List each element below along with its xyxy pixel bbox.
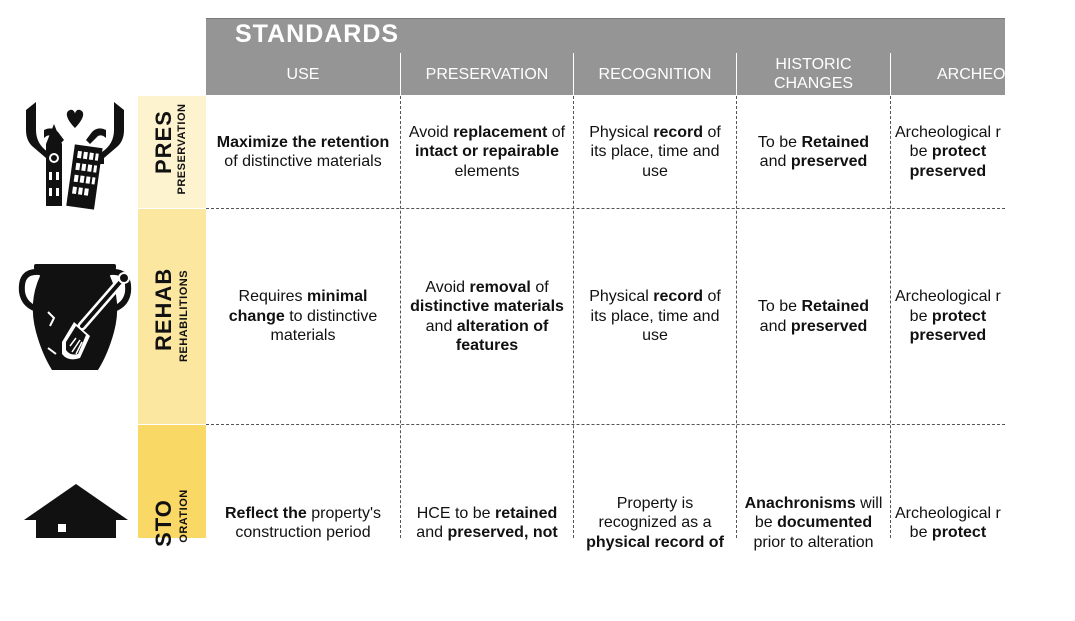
cell-text: protect xyxy=(931,307,987,325)
cell-text: replacement xyxy=(453,123,548,141)
cell-archeological xyxy=(891,96,1005,208)
cell-text: Archeological r xyxy=(895,504,1001,522)
cell-line xyxy=(895,326,1001,346)
cell-text: will xyxy=(855,494,883,512)
cell-line xyxy=(895,123,1001,143)
cell-preservation xyxy=(401,425,573,621)
cell-line xyxy=(410,317,564,337)
cell-use xyxy=(206,96,400,208)
cell-text: Property is xyxy=(616,494,694,512)
cell-text: Reflect the xyxy=(225,504,307,522)
row-band-rehab xyxy=(138,209,206,424)
cell-text: Retained xyxy=(801,133,870,151)
cell-text: Maximize the retention xyxy=(216,133,390,151)
cell-text: property's xyxy=(306,504,381,522)
cell-text: Avoid xyxy=(425,278,470,296)
cell-text: prior to alteration xyxy=(753,533,874,551)
cell-line xyxy=(410,336,564,356)
cell-text: Physical xyxy=(589,123,654,141)
cell-text: and xyxy=(759,317,791,335)
cell-text: use xyxy=(642,162,668,180)
cell-line xyxy=(589,307,721,327)
row-band-restoration xyxy=(138,425,206,547)
cell-line xyxy=(586,533,724,553)
cell-recognition xyxy=(574,209,736,424)
house-icon xyxy=(24,484,128,538)
cell-recognition xyxy=(574,96,736,208)
cell-line xyxy=(409,123,565,143)
row-name-preservation: PRESERVATION xyxy=(176,103,188,195)
cell-text: be xyxy=(754,514,778,532)
cell-text: Avoid xyxy=(408,123,454,141)
cell-use xyxy=(206,425,400,621)
cell-text: To be xyxy=(757,298,802,315)
cell-line xyxy=(586,513,724,533)
cell-line xyxy=(409,142,565,162)
cell-line xyxy=(758,297,869,317)
cell-line xyxy=(589,142,721,162)
cell-text: be xyxy=(909,524,932,541)
cell-text: its place, time and xyxy=(590,143,720,161)
cell-text: alteration of xyxy=(456,317,549,335)
cell-text: Archeological r xyxy=(895,123,1001,141)
cell-text: change xyxy=(228,307,285,325)
cell-text: preserved xyxy=(909,327,987,345)
cell-historic-changes xyxy=(737,425,890,621)
page-title: STANDARDS xyxy=(235,20,400,48)
hands-landmarks-icon xyxy=(22,100,128,208)
cell-line xyxy=(895,287,1001,307)
cell-text: retained xyxy=(495,504,558,522)
cell-text: preserved xyxy=(909,162,987,180)
row-name-rehab: REHABILITIONS xyxy=(178,269,190,363)
column-header-preservation: PRESERVATION xyxy=(401,53,574,95)
cell-text: its place, time and xyxy=(590,307,720,325)
cell-archeological xyxy=(891,425,1005,621)
cell-text: elements xyxy=(454,162,520,180)
cell-line xyxy=(409,162,565,182)
cell-line xyxy=(217,133,389,153)
cell-line xyxy=(589,287,721,307)
cell-line xyxy=(895,162,1001,182)
cell-archeological xyxy=(891,209,1005,424)
cell-text: of xyxy=(530,278,549,296)
cell-text: recognized as a xyxy=(598,514,712,532)
cell-line xyxy=(589,162,721,182)
cell-text: and xyxy=(425,317,457,335)
column-header-archeological: ARCHEOLOGICAL xyxy=(891,53,1005,95)
row-abbr-rehab: REHAB xyxy=(151,267,176,351)
column-header-use: USE xyxy=(206,53,401,95)
cell-line xyxy=(586,494,724,514)
cell-text: and xyxy=(759,153,791,170)
cell-line xyxy=(895,142,1001,162)
cell-line xyxy=(745,533,883,553)
cell-line xyxy=(895,307,1001,327)
cell-text: HCE to be xyxy=(416,504,495,522)
cell-line xyxy=(416,504,557,524)
cell-text: protect xyxy=(931,524,987,541)
cell-line xyxy=(758,133,869,153)
cell-line xyxy=(745,494,883,514)
row-abbr-sto: STO xyxy=(151,499,176,547)
cell-text: , not xyxy=(523,524,558,541)
cell-text: intact or repairable xyxy=(414,143,560,161)
cell-preservation xyxy=(401,209,573,424)
cell-text: preserved xyxy=(790,317,868,335)
cell-text: be xyxy=(909,143,932,161)
cell-text: Archeological r xyxy=(895,288,1001,306)
cell-text: of xyxy=(703,288,721,306)
cell-line xyxy=(416,523,557,543)
cell-line xyxy=(589,326,721,346)
cell-text: Anachronisms xyxy=(744,494,856,512)
cell-text: physical record of xyxy=(586,533,724,551)
cell-preservation xyxy=(401,96,573,208)
cell-historic-changes xyxy=(737,96,890,208)
cell-text: record xyxy=(653,123,704,141)
cell-line xyxy=(895,504,1001,524)
cell-text: to distinctive xyxy=(284,307,378,325)
cell-text: of xyxy=(703,123,721,141)
cell-text: distinctive materials xyxy=(410,298,564,315)
cell-historic-changes xyxy=(737,209,890,424)
cell-line xyxy=(410,297,564,317)
cell-line xyxy=(589,123,721,143)
row-band-preservation xyxy=(138,96,206,208)
cell-text: preserved xyxy=(447,524,524,541)
cell-use xyxy=(206,209,400,424)
row-name-oration: ORATION xyxy=(178,489,190,543)
cell-text: Physical xyxy=(589,288,654,306)
row-abbr-pres: PRES xyxy=(151,110,176,174)
cell-line xyxy=(745,513,883,533)
cell-text: protect xyxy=(931,143,987,161)
cell-text: preserved xyxy=(790,153,868,170)
cell-line xyxy=(229,307,378,327)
cell-text: construction period xyxy=(235,524,371,541)
cell-text: and xyxy=(416,524,448,541)
cell-text: documented xyxy=(777,514,873,532)
cell-text: To be xyxy=(757,133,802,151)
cell-line xyxy=(410,278,564,298)
cell-line xyxy=(217,152,389,172)
cell-text: removal xyxy=(469,278,531,296)
column-header-historic-changes: HISTORIC CHANGES xyxy=(737,53,891,95)
cell-text: features xyxy=(455,337,519,354)
cell-line xyxy=(758,152,869,172)
cell-line xyxy=(758,317,869,337)
cell-text: minimal xyxy=(307,288,368,306)
cell-text: Requires xyxy=(238,288,307,306)
cell-line xyxy=(229,287,378,307)
cell-text: use xyxy=(642,327,668,345)
cell-text: of xyxy=(547,123,566,141)
cell-recognition xyxy=(574,425,736,621)
cell-text: Retained xyxy=(801,298,870,315)
vase-brush-icon xyxy=(18,262,132,374)
cell-text: of distinctive materials xyxy=(224,153,382,170)
cell-line xyxy=(225,523,381,543)
cell-text: record xyxy=(653,288,704,306)
cell-line xyxy=(229,326,378,346)
cell-text: be xyxy=(909,307,932,325)
cell-line xyxy=(895,523,1001,543)
column-header-recognition: RECOGNITION xyxy=(574,53,737,95)
cell-line xyxy=(225,504,381,524)
cell-text: materials xyxy=(270,327,336,345)
